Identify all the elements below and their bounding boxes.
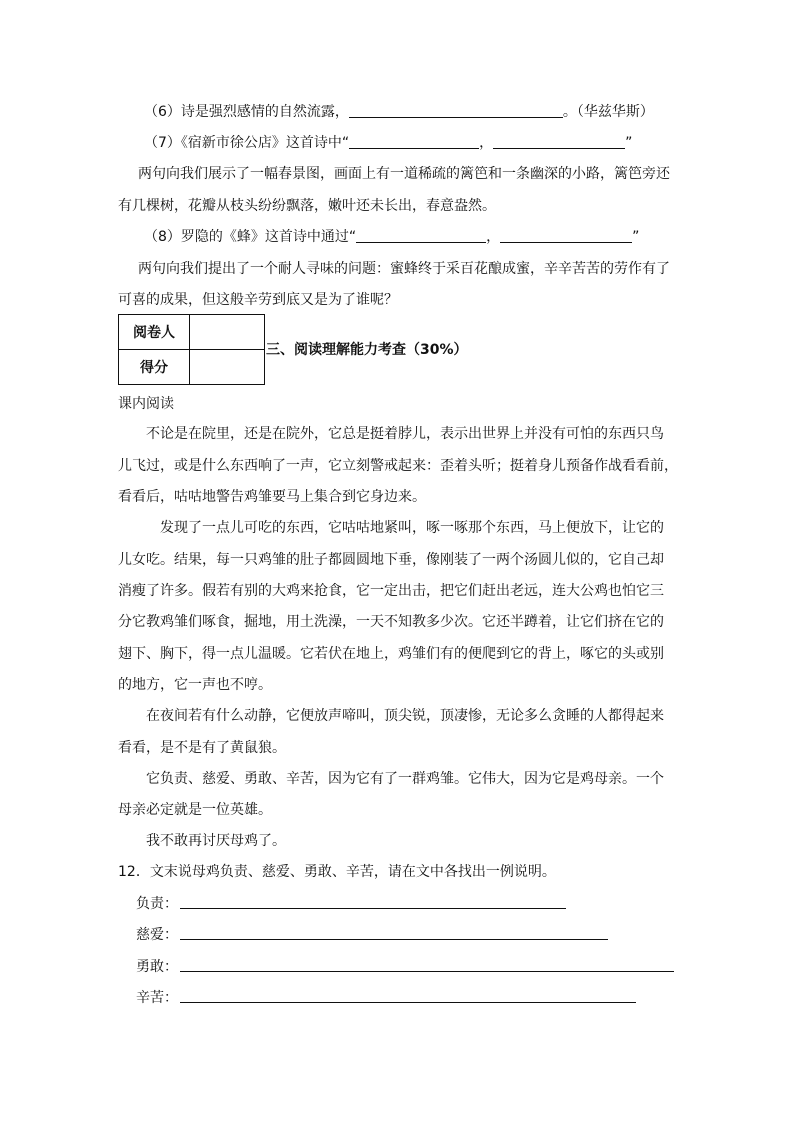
- q12-answer-line-responsible[interactable]: [180, 907, 566, 909]
- score-cell[interactable]: [190, 350, 265, 385]
- q7-prefix: （7）《宿新市徐公店》这首诗中“: [144, 135, 350, 151]
- q12-item-responsible: 负责：: [136, 896, 178, 912]
- reviewer-cell[interactable]: [190, 315, 265, 350]
- q12-item-brave: 勇敢：: [136, 959, 178, 975]
- q8-answer-blank-2[interactable]: [500, 228, 632, 243]
- passage-p2-line-6: 的地方，它一声也不哼。: [118, 677, 272, 693]
- q7-answer-blank-1[interactable]: [349, 134, 479, 149]
- q12-answer-line-brave[interactable]: [180, 970, 674, 972]
- q12-answer-line-loving[interactable]: [180, 938, 608, 940]
- passage-p1-line-2: 儿飞过，或是什么东西响了一声，它立刻警戒起来：歪着头听；挺着身儿预备作战看看前，: [118, 458, 678, 474]
- q7-mid: ，: [479, 135, 494, 151]
- q12-item-loving: 慈爱：: [136, 927, 178, 943]
- q12-item-hardworking: 辛苦：: [136, 990, 178, 1006]
- passage-p3-line-1: 在夜间若有什么动静，它便放声啼叫，顶尖锐，顶凄惨，无论多么贪睡的人都得起来: [146, 708, 664, 724]
- score-table: [118, 314, 265, 385]
- q12-answer-line-hardworking[interactable]: [180, 1001, 636, 1003]
- passage-p3-line-2: 看看，是不是有了黄鼠狼。: [118, 740, 286, 756]
- q8-desc-line-1: 两句向我们提出了一个耐人寻味的问题：蜜蜂终于采百花酿成蜜，辛辛苦苦的劳作有了: [138, 261, 670, 277]
- q6-suffix: 。（华兹华斯）: [562, 104, 654, 120]
- reading-label: 课内阅读: [118, 396, 174, 412]
- q8-answer-blank-1[interactable]: [356, 228, 486, 243]
- question-7: [144, 133, 632, 153]
- q8-prefix: （8）罗隐的《蜂》这首诗中通过“: [144, 229, 357, 245]
- passage-p4-line-2: 母亲必定就是一位英雄。: [118, 802, 272, 818]
- q8-mid: ，: [486, 229, 501, 245]
- passage-p2-line-4: 分它教鸡雏们啄食，掘地，用土洗澡，一天不知教多少次。它还半蹲着，让它们挤在它的: [118, 614, 664, 630]
- q8-desc-line-2: 可喜的成果，但这般辛劳到底又是为了谁呢？: [118, 292, 398, 308]
- passage-p4-line-1: 它负责、慈爱、勇敢、辛苦，因为它有了一群鸡雏。它伟大，因为它是鸡母亲。一个: [146, 771, 664, 787]
- passage-p1-line-1: 不论是在院里，还是在院外，它总是挺着脖儿，表示出世界上并没有可怕的东西只鸟: [146, 426, 664, 442]
- q6-prefix: （6）诗是强烈感情的自然流露，: [144, 104, 349, 120]
- passage-p1-line-3: 看看后，咕咕地警告鸡雏要马上集合到它身边来。: [118, 489, 426, 505]
- q7-desc-line-1: 两句向我们展示了一幅春景图，画面上有一道稀疏的篱笆和一条幽深的小路，篱笆旁还: [138, 166, 670, 182]
- question-12-prompt: 12．文末说母鸡负责、慈爱、勇敢、辛苦，请在文中各找出一例说明。: [118, 864, 556, 880]
- reviewer-label: 阅卷人: [119, 315, 190, 350]
- q7-suffix: ”: [625, 135, 633, 151]
- q7-answer-blank-2[interactable]: [493, 134, 625, 149]
- passage-p2-line-3: 消瘦了许多。假若有别的大鸡来抢食，它一定出击，把它们赶出老远，连大公鸡也怕它三: [118, 583, 664, 599]
- q6-answer-blank[interactable]: [349, 103, 563, 118]
- q7-desc-line-2: 有几棵树，花瓣从枝头纷纷飘落，嫩叶还未长出，春意盎然。: [118, 198, 496, 214]
- passage-p2-line-2: 儿女吃。结果，每一只鸡雏的肚子都圆圆地下垂，像刚装了一两个汤圆儿似的，它自己却: [118, 552, 664, 568]
- question-6: [144, 102, 654, 122]
- score-label: 得分: [119, 350, 190, 385]
- q8-suffix: ”: [632, 229, 640, 245]
- passage-p2-line-5: 翅下、胸下，得一点儿温暖。它若伏在地上，鸡雏们有的便爬到它的背上，啄它的头或别: [118, 646, 664, 662]
- section-title: 三、阅读理解能力考查（30%）: [266, 342, 468, 358]
- question-8: [144, 227, 639, 247]
- passage-p5: 我不敢再讨厌母鸡了。: [146, 833, 286, 849]
- passage-p2-line-1: 发现了一点儿可吃的东西，它咕咕地紧叫，啄一啄那个东西，马上便放下，让它的: [160, 520, 664, 536]
